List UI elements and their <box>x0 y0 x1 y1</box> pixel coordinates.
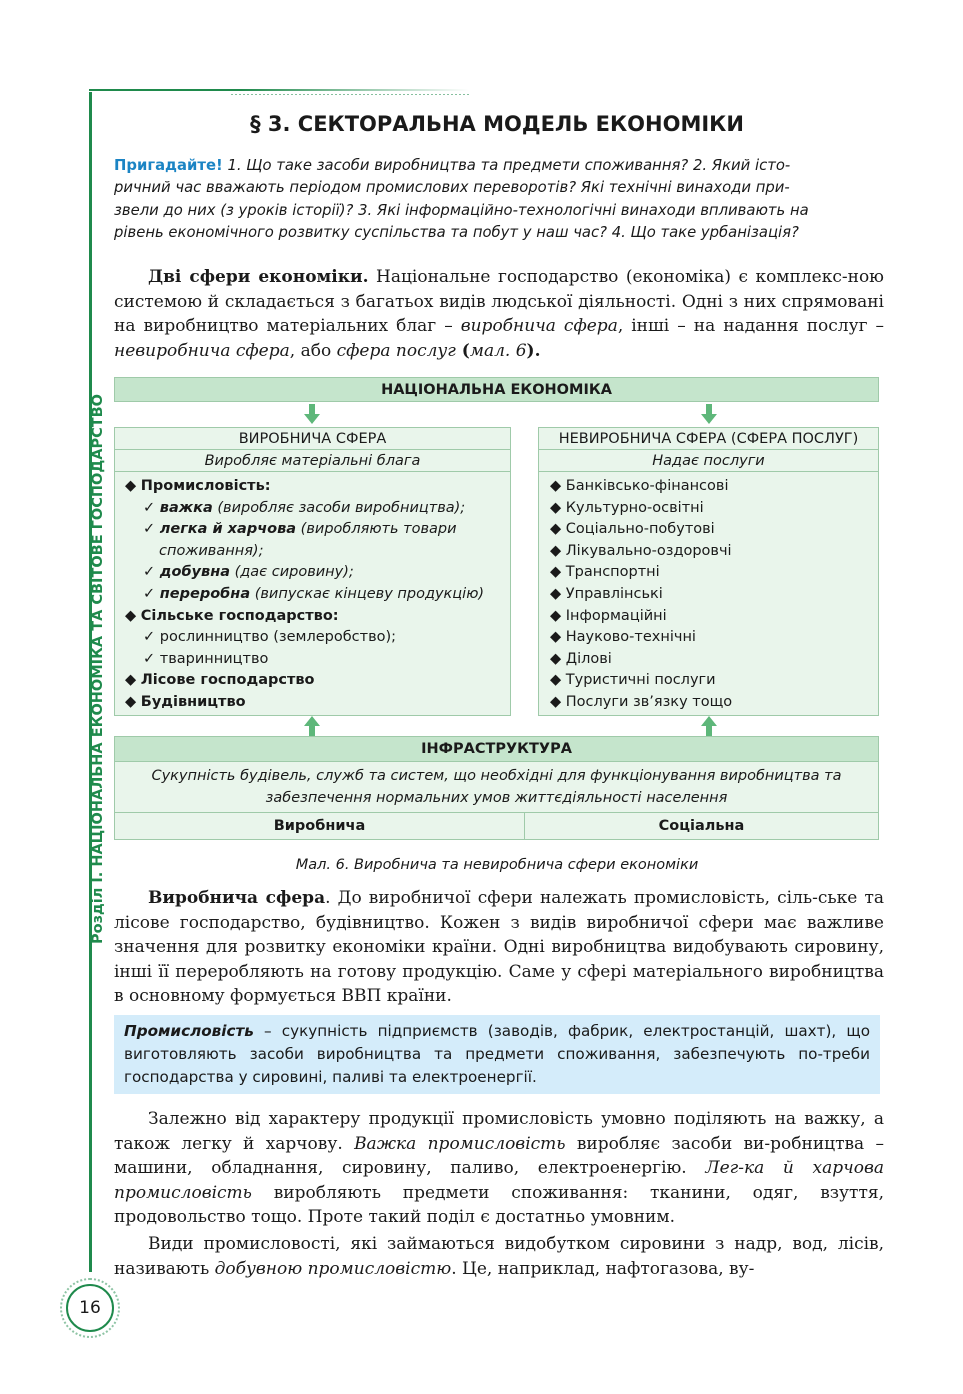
production-text: . До виробничої сфери належать промисловість, сіль-ське та лісове господарство, будівництво. Кожен з видів виробничої сфери має важливе значення для розвитку економіки країни. Одні виробництва видобувають сировину, інші її переробляють на готову продукцію. Саме у сфері матеріального виробництва в основному формується ВВП країни. <box>114 888 884 1006</box>
list-item-text: Транспортні <box>565 564 660 581</box>
service-sphere-list <box>550 476 732 714</box>
list-item-text: (дає сировину); <box>230 564 354 581</box>
top-rule <box>89 89 469 91</box>
infrastructure-description-line: Сукупність будівель, служб та систем, що необхідні для функціонування виробництва та <box>151 768 842 784</box>
list-item <box>125 670 484 692</box>
list-item-text: тваринництво <box>159 650 269 667</box>
intro-term: сфера послуг <box>336 340 456 361</box>
check-icon: ✓ <box>143 650 156 667</box>
production-lead: Виробнича сфера <box>148 888 326 908</box>
list-item-label: Будівництво <box>140 693 246 710</box>
service-sphere-title: НЕВИРОБНИЧА СФЕРА (СФЕРА ПОСЛУГ) <box>538 427 879 450</box>
figure-ref: мал. 6 <box>469 340 527 361</box>
top-dots <box>230 93 470 96</box>
list-item-text: (виробляють товари <box>296 521 457 538</box>
check-icon: ✓ <box>143 629 156 646</box>
diamond-bullet-icon: ◆ <box>550 672 562 689</box>
list-item-text: Соціально-побутові <box>565 521 715 538</box>
list-item-text: Послуги зв’язку тощо <box>565 693 733 710</box>
paragraph-text: виробляє засоби ви-робництва – машини, обладнання, сировину, паливо, електроенергію. <box>114 1133 884 1178</box>
diamond-bullet-icon: ◆ <box>125 672 137 689</box>
remember-line: рівень економічного розвитку суспільства та побут у наш час? 4. Що таке урбанізація? <box>114 223 799 241</box>
list-item-text: Науково-технічні <box>565 629 696 646</box>
list-item-text: Лікувально-оздоровчі <box>565 542 732 559</box>
list-item-text: Культурно-освітні <box>565 499 704 516</box>
intro-lead: Дві сфери економіки. <box>148 267 369 287</box>
section-label: Розділ І. НАЦІОНАЛЬНА ЕКОНОМІКА ТА СВІТОВЕ ГОСПОДАРСТВО <box>90 393 106 944</box>
check-icon: ✓ <box>143 521 156 538</box>
list-item <box>125 606 484 628</box>
arrow-up-left <box>304 716 320 736</box>
list-item-label: Лісове господарство <box>140 672 315 689</box>
arrow-up-right <box>701 716 717 736</box>
production-sphere-list <box>125 476 484 714</box>
list-item <box>125 541 484 563</box>
figure-caption: Мал. 6. Виробнича та невиробнича сфери економіки <box>295 857 699 873</box>
remember-line: 1. Що таке засоби виробництва та предмети споживання? 2. Який істо- <box>222 157 791 174</box>
list-item <box>550 670 732 692</box>
infrastructure-description <box>114 761 879 813</box>
paragraph-text: Залежно від характеру продукції промисловість умовно поділяють на важку, а також легку й харчову. <box>114 1109 884 1154</box>
list-item <box>125 584 484 606</box>
list-item <box>550 498 732 520</box>
list-item-text: (виробляє засоби виробництва); <box>212 499 466 516</box>
remember-line: звели до них (з уроків історії)? 3. Які інформаційно-технологічні винаходи впливають на <box>114 201 809 219</box>
page-number: 16 <box>66 1284 114 1332</box>
intro-text: , або <box>289 340 337 361</box>
list-item-text: рослинництво (землеробство); <box>159 629 397 646</box>
list-item-term: легка й харчова <box>159 521 297 538</box>
list-item <box>550 519 732 541</box>
diamond-bullet-icon: ◆ <box>550 564 562 581</box>
definition-term: Промисловість <box>124 1022 254 1040</box>
paragraph-text: виробляють предмети споживання: тканини, одяг, взуття, продовольство тощо. Проте такий поділ є достатньо умовним. <box>114 1182 884 1227</box>
list-item-text: Ділові <box>565 650 612 667</box>
service-sphere-subtitle: Надає послуги <box>538 449 879 472</box>
diamond-bullet-icon: ◆ <box>550 542 562 559</box>
list-item-text: Інформаційні <box>565 607 667 624</box>
list-item-text: Управлінські <box>565 585 663 602</box>
list-item-term: добувна <box>159 564 230 581</box>
production-sphere-title: ВИРОБНИЧА СФЕРА <box>114 427 511 450</box>
list-item-text: споживання); <box>159 542 264 559</box>
diamond-bullet-icon: ◆ <box>550 650 562 667</box>
list-item <box>125 562 484 584</box>
infrastructure-title: ІНФРАСТРУКТУРА <box>114 736 879 762</box>
intro-text: ). <box>526 340 541 361</box>
diamond-bullet-icon: ◆ <box>125 478 137 494</box>
list-item <box>550 476 732 498</box>
paragraph-text: Види промисловості, які займаються видобутком сировини з надр, вод, лісів, називають <box>114 1234 884 1279</box>
diamond-bullet-icon: ◆ <box>125 607 137 624</box>
list-item <box>125 519 484 541</box>
page-title: § 3. СЕКТОРАЛЬНА МОДЕЛЬ ЕКОНОМІКИ <box>250 112 744 136</box>
list-item <box>550 627 732 649</box>
diamond-bullet-icon: ◆ <box>550 521 562 538</box>
list-item <box>125 498 484 520</box>
production-paragraph <box>114 886 884 1009</box>
list-item-term: важка <box>159 499 213 516</box>
list-item <box>550 606 732 628</box>
list-item <box>550 562 732 584</box>
list-item-text: Банківсько-фінансові <box>565 478 729 494</box>
list-item <box>125 627 484 649</box>
infrastructure-social: Соціальна <box>524 812 879 840</box>
arrow-down-left <box>304 404 320 424</box>
list-item-label: Сільське господарство: <box>140 607 339 624</box>
infrastructure-description-line: забезпечення нормальних умов життєдіяльності населення <box>265 790 728 806</box>
definition-text: – сукупність підприємств (заводів, фабрик, електростанцій, шахт), що виготовляють засоби виробництва та предмети споживання, забезпечують по-треби господарства у сировині, паливі та електроенергії. <box>124 1022 870 1086</box>
list-item-text: (випускає кінцеву продукцію) <box>250 585 485 602</box>
paragraph-term: добувною промисловістю <box>214 1258 452 1279</box>
remember-block <box>114 155 884 244</box>
diamond-bullet-icon: ◆ <box>550 585 562 602</box>
industry-definition <box>114 1015 880 1094</box>
arrow-down-right <box>701 404 717 424</box>
diamond-bullet-icon: ◆ <box>550 629 562 646</box>
intro-text: ( <box>455 340 470 361</box>
intro-paragraph <box>114 265 884 363</box>
list-item <box>125 476 484 498</box>
list-item-term: переробна <box>159 585 251 602</box>
paragraph-text: . Це, наприклад, нафтогазова, ву- <box>451 1258 755 1279</box>
mining-paragraph <box>114 1232 884 1281</box>
diamond-bullet-icon: ◆ <box>125 693 137 710</box>
paragraph-term: Лег-ка й харчова промисловість <box>114 1158 884 1203</box>
check-icon: ✓ <box>143 585 156 602</box>
list-item <box>550 649 732 671</box>
infrastructure-production: Виробнича <box>114 812 525 840</box>
paragraph-term: Важка промисловість <box>354 1133 566 1154</box>
list-item <box>550 541 732 563</box>
check-icon: ✓ <box>143 499 156 516</box>
list-item <box>550 692 732 714</box>
remember-label: Пригадайте! <box>114 157 223 174</box>
remember-line: ричний час вважають періодом промислових переворотів? Які технічні винаходи при- <box>114 179 790 197</box>
list-item <box>125 649 484 671</box>
check-icon: ✓ <box>143 564 156 581</box>
industry-types-paragraph <box>114 1107 884 1230</box>
list-item-label: Промисловість: <box>140 478 271 494</box>
intro-term: виробнича сфера <box>460 316 618 336</box>
intro-term: невиробнича сфера <box>114 340 290 361</box>
diamond-bullet-icon: ◆ <box>550 693 562 710</box>
diamond-bullet-icon: ◆ <box>550 499 562 516</box>
production-sphere-subtitle: Виробляє матеріальні блага <box>114 449 511 472</box>
diamond-bullet-icon: ◆ <box>550 607 562 624</box>
diagram-top-box: НАЦІОНАЛЬНА ЕКОНОМІКА <box>114 377 879 402</box>
list-item <box>550 584 732 606</box>
list-item <box>125 692 484 714</box>
diamond-bullet-icon: ◆ <box>550 478 562 494</box>
intro-text: , інші – на надання послуг – <box>617 316 884 336</box>
intro-text: Національне господарство (економіка) є комплекс-ною системою й складається з багатьох видів людської діяльності. Одні з них спрямовані на виробництво матеріальних благ – <box>114 267 884 336</box>
list-item-text: Туристичні послуги <box>565 672 716 689</box>
